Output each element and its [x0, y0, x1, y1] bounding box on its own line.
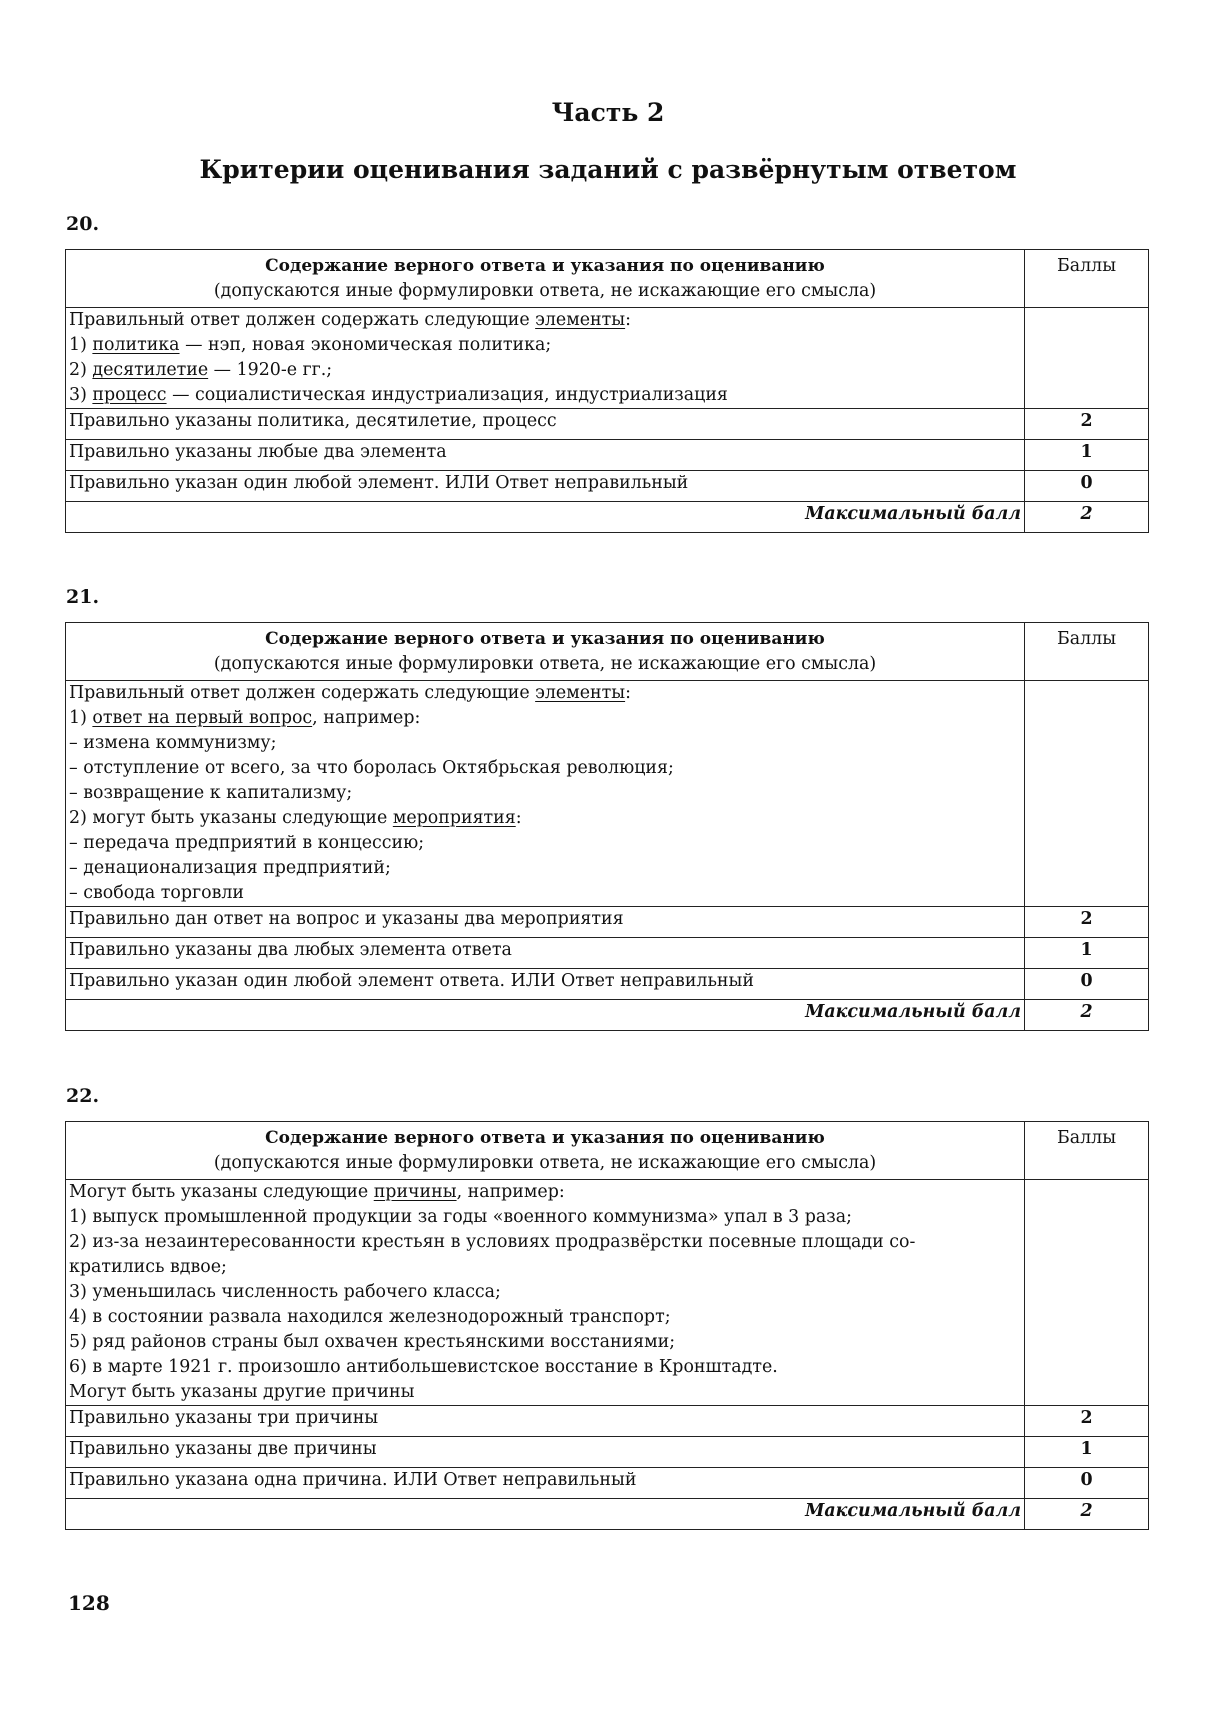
answer-line	[69, 308, 1021, 333]
answer-line-text: — нэп, новая экономическая политика;	[179, 335, 552, 355]
answer-line-text: :	[625, 683, 631, 703]
answer-content-score	[1025, 1180, 1149, 1406]
answer-line	[69, 881, 1021, 906]
answer-line	[69, 681, 1021, 706]
answer-keyword: элементы	[535, 683, 626, 703]
answer-line	[69, 1380, 1021, 1405]
max-score-row	[66, 1000, 1149, 1031]
criterion-text: Правильно указаны политика, десятилетие, процесс	[66, 409, 1025, 440]
answer-line-text: , например:	[456, 1182, 565, 1202]
answer-content	[66, 308, 1025, 409]
criterion-score: 2	[1025, 907, 1149, 938]
criterion-row	[66, 938, 1149, 969]
criterion-score: 0	[1025, 969, 1149, 1000]
answer-line	[69, 1180, 1021, 1205]
score-header: Баллы	[1025, 623, 1149, 681]
criterion-score: 2	[1025, 409, 1149, 440]
answer-line-text: Правильный ответ должен содержать следующие	[69, 310, 536, 330]
answer-line-text: – измена коммунизму;	[69, 733, 277, 753]
criterion-row	[66, 440, 1149, 471]
task-number: 21.	[66, 586, 100, 608]
answer-content-row	[66, 1180, 1149, 1406]
content-header	[66, 250, 1025, 308]
criterion-row	[66, 1437, 1149, 1468]
criterion-row	[66, 907, 1149, 938]
answer-line	[69, 1280, 1021, 1305]
answer-line-text: кратились вдвое;	[69, 1257, 227, 1277]
answer-content	[66, 1180, 1025, 1406]
answer-line-text: , например:	[312, 708, 421, 728]
answer-content-row	[66, 308, 1149, 409]
criterion-score: 2	[1025, 1406, 1149, 1437]
answer-line-text: Могут быть указаны следующие	[69, 1182, 374, 1202]
answer-line-text: 5) ряд районов страны был охвачен крестьянскими восстаниями;	[69, 1332, 676, 1352]
page-number: 128	[68, 1591, 110, 1615]
content-header-title: Содержание верного ответа и указания по оцениванию	[265, 629, 825, 649]
answer-keyword: мероприятия	[392, 808, 516, 828]
max-score-label: Максимальный балл	[66, 502, 1025, 533]
answer-line-text: – денационализация предприятий;	[69, 858, 391, 878]
criterion-text: Правильно указаны два любых элемента ответа	[66, 938, 1025, 969]
answer-line	[69, 706, 1021, 731]
answer-line	[69, 731, 1021, 756]
max-score-label: Максимальный балл	[66, 1000, 1025, 1031]
answer-line-text: — 1920-е гг.;	[208, 360, 333, 380]
criterion-score: 1	[1025, 440, 1149, 471]
content-header-title: Содержание верного ответа и указания по оцениванию	[265, 1128, 825, 1148]
content-header-subtitle: (допускаются иные формулировки ответа, не искажающие его смысла)	[213, 1153, 877, 1173]
answer-line	[69, 1330, 1021, 1355]
page-title: Критерии оценивания заданий с развёрнутым ответом	[199, 155, 1017, 184]
answer-line-text: Могут быть указаны другие причины	[69, 1382, 415, 1402]
answer-line	[69, 1255, 1021, 1280]
answer-line-text: 2)	[69, 360, 93, 380]
score-header: Баллы	[1025, 250, 1149, 308]
content-header	[66, 1122, 1025, 1180]
criterion-row	[66, 969, 1149, 1000]
answer-line	[69, 1230, 1021, 1255]
answer-keyword: процесс	[92, 385, 167, 405]
answer-keyword: причины	[373, 1182, 457, 1202]
answer-line-text: 1)	[69, 335, 93, 355]
max-score-label: Максимальный балл	[66, 1499, 1025, 1530]
content-header-subtitle: (допускаются иные формулировки ответа, не искажающие его смысла)	[213, 654, 877, 674]
score-header: Баллы	[1025, 1122, 1149, 1180]
answer-line	[69, 383, 1021, 408]
answer-line-text: 1)	[69, 708, 93, 728]
answer-line	[69, 856, 1021, 881]
task-number: 20.	[66, 213, 100, 235]
answer-line	[69, 756, 1021, 781]
criteria-table	[65, 249, 1149, 533]
criterion-row	[66, 471, 1149, 502]
criterion-row	[66, 409, 1149, 440]
answer-line-text: 2) могут быть указаны следующие	[69, 808, 393, 828]
max-score-value: 2	[1025, 1000, 1149, 1031]
answer-line-text: – свобода торговли	[69, 883, 245, 903]
answer-line-text: 6) в марте 1921 г. произошло антибольшевистское восстание в Кронштадте.	[69, 1357, 778, 1377]
answer-line	[69, 806, 1021, 831]
answer-keyword: элементы	[535, 310, 626, 330]
max-score-row	[66, 502, 1149, 533]
table-header-row	[66, 1122, 1149, 1180]
criterion-score: 0	[1025, 471, 1149, 502]
answer-line	[69, 1355, 1021, 1380]
criteria-table	[65, 1121, 1149, 1530]
answer-keyword: ответ на первый вопрос	[92, 708, 313, 728]
answer-line	[69, 831, 1021, 856]
criterion-row	[66, 1406, 1149, 1437]
answer-line	[69, 1205, 1021, 1230]
answer-content-row	[66, 681, 1149, 907]
answer-line-text: 3) уменьшилась численность рабочего класса;	[69, 1282, 501, 1302]
answer-content-score	[1025, 681, 1149, 907]
answer-content	[66, 681, 1025, 907]
answer-line-text: – возвращение к капитализму;	[69, 783, 353, 803]
answer-keyword: политика	[92, 335, 180, 355]
content-header-subtitle: (допускаются иные формулировки ответа, не искажающие его смысла)	[213, 281, 877, 301]
table-header-row	[66, 623, 1149, 681]
task-number: 22.	[66, 1085, 100, 1107]
criteria-table	[65, 622, 1149, 1031]
criterion-text: Правильно указаны три причины	[66, 1406, 1025, 1437]
answer-line-text: :	[625, 310, 631, 330]
criterion-text: Правильно указаны любые два элемента	[66, 440, 1025, 471]
answer-line-text: – передача предприятий в концессию;	[69, 833, 425, 853]
answer-line-text: — социалистическая индустриализация, индустриализация	[166, 385, 728, 405]
answer-line	[69, 1305, 1021, 1330]
answer-line-text: Правильный ответ должен содержать следующие	[69, 683, 536, 703]
criterion-score: 1	[1025, 938, 1149, 969]
max-score-value: 2	[1025, 502, 1149, 533]
answer-content-score	[1025, 308, 1149, 409]
criterion-text: Правильно указана одна причина. ИЛИ Ответ неправильный	[66, 1468, 1025, 1499]
criterion-text: Правильно указаны две причины	[66, 1437, 1025, 1468]
answer-line-text: – отступление от всего, за что боролась Октябрьская революция;	[69, 758, 674, 778]
answer-line-text: 2) из-за незаинтересованности крестьян в условиях продразвёрстки посевные площади со-	[69, 1232, 916, 1252]
criterion-text: Правильно дан ответ на вопрос и указаны два мероприятия	[66, 907, 1025, 938]
content-header	[66, 623, 1025, 681]
max-score-value: 2	[1025, 1499, 1149, 1530]
criterion-text: Правильно указан один любой элемент ответа. ИЛИ Ответ неправильный	[66, 969, 1025, 1000]
criterion-score: 0	[1025, 1468, 1149, 1499]
criterion-row	[66, 1468, 1149, 1499]
answer-line	[69, 333, 1021, 358]
answer-keyword: десятилетие	[92, 360, 209, 380]
criterion-score: 1	[1025, 1437, 1149, 1468]
answer-line	[69, 781, 1021, 806]
table-header-row	[66, 250, 1149, 308]
answer-line	[69, 358, 1021, 383]
criterion-text: Правильно указан один любой элемент. ИЛИ Ответ неправильный	[66, 471, 1025, 502]
content-header-title: Содержание верного ответа и указания по оцениванию	[265, 256, 825, 276]
answer-line-text: 4) в состоянии развала находился железнодорожный транспорт;	[69, 1307, 671, 1327]
max-score-row	[66, 1499, 1149, 1530]
answer-line-text: 1) выпуск промышленной продукции за годы «военного коммунизма» упал в 3 раза;	[69, 1207, 852, 1227]
part-title: Часть 2	[551, 98, 665, 127]
answer-line-text: 3)	[69, 385, 93, 405]
answer-line-text: :	[515, 808, 522, 828]
